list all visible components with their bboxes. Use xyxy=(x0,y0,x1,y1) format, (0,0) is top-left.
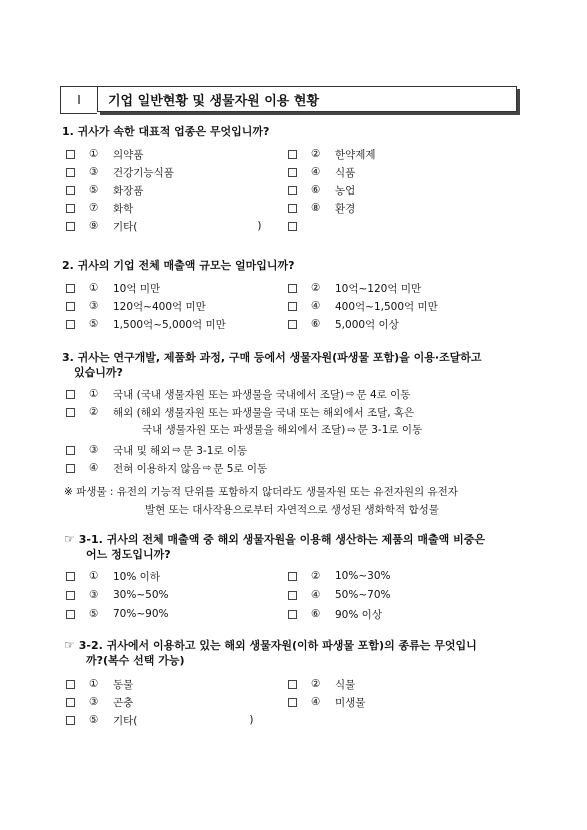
q2-option-1[interactable]: ① 10억 미만 xyxy=(66,280,160,296)
checkbox[interactable] xyxy=(288,284,297,293)
q2-option-5[interactable]: ⑤ 1,500억~5,000억 미만 xyxy=(66,316,226,332)
checkbox[interactable] xyxy=(66,284,75,293)
q1-option-empty[interactable] xyxy=(288,218,311,234)
q31-option-5[interactable]: ⑤ 70%~90% xyxy=(66,606,168,622)
checkbox[interactable] xyxy=(288,204,297,213)
checkbox[interactable] xyxy=(66,204,75,213)
checkbox[interactable] xyxy=(288,698,297,707)
checkbox[interactable] xyxy=(288,186,297,195)
question-1-title: 1. 귀사가 속한 대표적 업종은 무엇입니까? xyxy=(62,125,270,138)
checkbox[interactable] xyxy=(66,591,75,600)
section-title: 기업 일반현황 및 생물자원 이용 현황 xyxy=(97,86,517,112)
checkbox[interactable] xyxy=(66,610,75,619)
q2-option-4[interactable]: ④ 400억~1,500억 미만 xyxy=(288,298,438,314)
q32-option-2[interactable]: ② 식물 xyxy=(288,676,355,692)
q3-option-3[interactable]: ③ 국내 및 해외 ⇨ 문 3-1로 이동 xyxy=(66,442,247,458)
q31-option-3[interactable]: ③ 30%~50% xyxy=(66,587,168,603)
arrow-right-icon: ⇨ xyxy=(346,388,355,400)
q1-option-7[interactable]: ⑦ 화학 xyxy=(66,200,133,216)
checkbox[interactable] xyxy=(66,320,75,329)
section-header xyxy=(60,86,517,114)
checkbox[interactable] xyxy=(288,680,297,689)
q3-option-2[interactable]: ② 해외 (해외 생물자원 또는 파생물을 국내 또는 해외에서 조달, 혹은 xyxy=(66,404,414,420)
checkbox[interactable] xyxy=(288,591,297,600)
arrow-right-icon: ⇨ xyxy=(347,425,356,436)
q1-option-1[interactable]: ① 의약품 xyxy=(66,146,143,162)
checkbox[interactable] xyxy=(66,572,75,581)
q31-option-4[interactable]: ④ 50%~70% xyxy=(288,587,390,603)
checkbox[interactable] xyxy=(66,446,75,455)
q2-option-6[interactable]: ⑥ 5,000억 이상 xyxy=(288,316,399,332)
checkbox[interactable] xyxy=(66,150,75,159)
checkbox[interactable] xyxy=(66,222,75,231)
question-3-2-title: ☞ 3-2. 귀사에서 이용하고 있는 해외 생물자원(이하 파생물 포함)의 종류는 무엇입니 까?(복수 선택 가능) xyxy=(64,638,477,667)
q2-option-3[interactable]: ③ 120억~400억 미만 xyxy=(66,298,206,314)
q3-option-2-continued: 국내 생물자원 또는 파생물을 해외에서 조달) ⇨ 문 3-1로 이동 xyxy=(142,424,423,436)
checkbox[interactable] xyxy=(66,680,75,689)
checkbox[interactable] xyxy=(66,464,75,473)
checkbox[interactable] xyxy=(288,302,297,311)
q1-option-3[interactable]: ③ 건강기능식품 xyxy=(66,164,174,180)
q3-option-4[interactable]: ④ 전혀 이용하지 않음 ⇨ 문 5로 이동 xyxy=(66,460,267,476)
q1-option-8[interactable]: ⑧ 환경 xyxy=(288,200,355,216)
q32-option-4[interactable]: ④ 미생물 xyxy=(288,694,365,710)
q31-option-2[interactable]: ② 10%~30% xyxy=(288,568,390,584)
q2-option-2[interactable]: ② 10억~120억 미만 xyxy=(288,280,421,296)
derivative-note-line-1: ※ 파생물 : 유전의 기능적 단위를 포함하지 않더라도 생물자원 또는 유전자원의 유전자 xyxy=(64,486,458,498)
arrow-right-icon: ⇨ xyxy=(202,462,212,474)
q1-option-9[interactable]: ⑨ 기타( ) xyxy=(66,218,262,234)
checkbox[interactable] xyxy=(66,186,75,195)
q32-option-1[interactable]: ① 동물 xyxy=(66,676,133,692)
pointing-hand-icon: ☞ xyxy=(64,638,75,652)
q31-option-1[interactable]: ① 10% 이하 xyxy=(66,568,160,584)
checkbox[interactable] xyxy=(288,222,297,231)
checkbox[interactable] xyxy=(288,320,297,329)
q3-option-1[interactable]: ① 국내 (국내 생물자원 또는 파생물을 국내에서 조달) ⇨ 문 4로 이동 xyxy=(66,386,410,402)
question-3-1-title: ☞ 3-1. 귀사의 전체 매출액 중 해외 생물자원을 이용해 생산하는 제품의 매출액 비중은 어느 정도입니까? xyxy=(64,532,485,561)
q32-option-3[interactable]: ③ 곤충 xyxy=(66,694,133,710)
q32-option-5[interactable]: ⑤ 기타( ) xyxy=(66,712,254,728)
q1-option-2[interactable]: ② 한약제제 xyxy=(288,146,376,162)
checkbox[interactable] xyxy=(288,610,297,619)
derivative-note-line-2: 발현 또는 대사작용으로부터 자연적으로 생성된 생화학적 합성물 xyxy=(145,504,439,516)
pointing-hand-icon: ☞ xyxy=(64,532,75,546)
checkbox[interactable] xyxy=(66,698,75,707)
q1-option-5[interactable]: ⑤ 화장품 xyxy=(66,182,143,198)
checkbox[interactable] xyxy=(66,390,75,399)
section-number: Ⅰ xyxy=(60,86,97,114)
q1-option-4[interactable]: ④ 식품 xyxy=(288,164,355,180)
q1-option-6[interactable]: ⑥ 농업 xyxy=(288,182,355,198)
checkbox[interactable] xyxy=(66,408,75,417)
checkbox[interactable] xyxy=(288,150,297,159)
question-2-title: 2. 귀사의 기업 전체 매출액 규모는 얼마입니까? xyxy=(62,259,295,272)
checkbox[interactable] xyxy=(66,168,75,177)
arrow-right-icon: ⇨ xyxy=(172,444,181,456)
question-3-title: 3. 귀사는 연구개발, 제품화 과정, 구매 등에서 생물자원(파생물 포함)을 이용·조달하고 있습니까? xyxy=(62,351,482,379)
checkbox[interactable] xyxy=(66,716,75,725)
checkbox[interactable] xyxy=(288,168,297,177)
checkbox[interactable] xyxy=(288,572,297,581)
checkbox[interactable] xyxy=(66,302,75,311)
q31-option-6[interactable]: ⑥ 90% 이상 xyxy=(288,606,382,622)
